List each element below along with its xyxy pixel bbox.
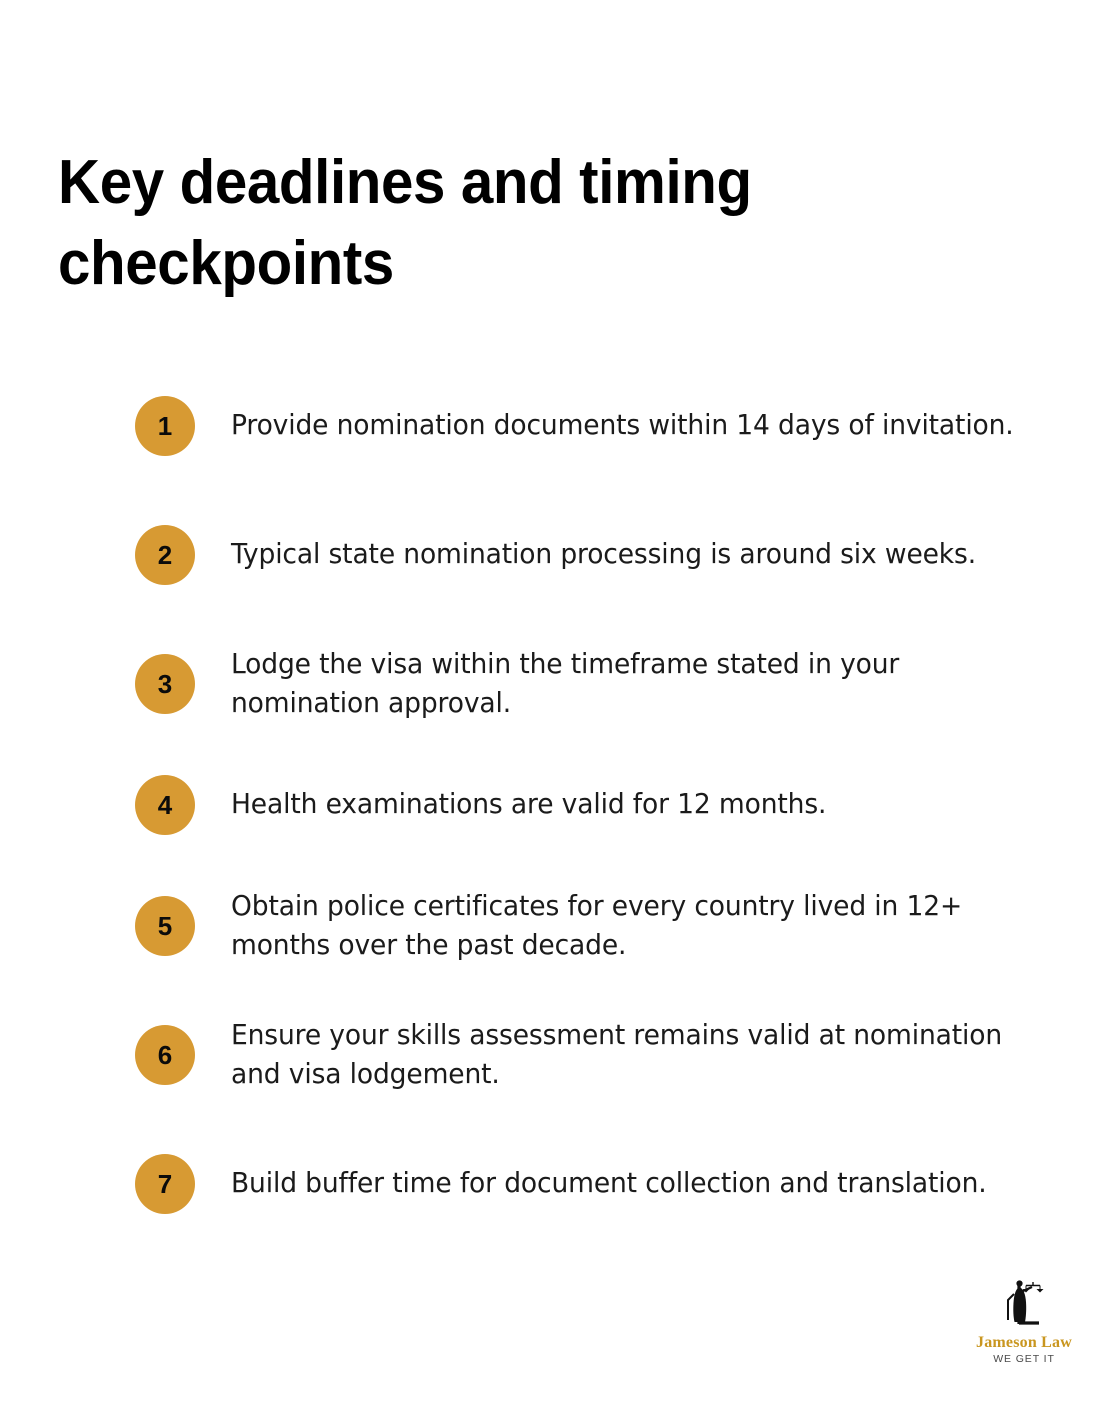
list-item	[135, 757, 1065, 853]
list-item	[135, 999, 1065, 1111]
step-number-badge: 6	[135, 1025, 195, 1085]
page-title: Key deadlines and timing checkpoints	[58, 147, 768, 299]
list-item-text: Obtain police certificates for every country lived in 12+ months over the past decade.	[231, 889, 963, 961]
list-item-text: Health examinations are valid for 12 months.	[231, 788, 827, 821]
step-number-badge: 5	[135, 896, 195, 956]
list-item	[135, 1128, 1065, 1240]
list-item-text: Build buffer time for document collection and translation.	[231, 1167, 987, 1200]
list-item	[135, 870, 1065, 982]
step-number-badge: 7	[135, 1154, 195, 1214]
step-number-badge: 4	[135, 775, 195, 835]
step-number-badge: 1	[135, 396, 195, 456]
checklist	[135, 370, 1065, 1240]
list-item-text: Typical state nomination processing is around six weeks.	[231, 538, 977, 571]
brand-logo	[964, 1276, 1084, 1364]
logo-name: Jameson Law	[976, 1333, 1072, 1351]
list-item	[135, 628, 1065, 740]
logo-tagline: WE GET IT	[993, 1352, 1055, 1365]
list-item-text: Lodge the visa within the timeframe stated in your nomination approval.	[231, 647, 900, 719]
list-item	[135, 499, 1065, 611]
step-number-badge: 2	[135, 525, 195, 585]
list-item-text: Ensure your skills assessment remains valid at nomination and visa lodgement.	[231, 1018, 1003, 1090]
lady-justice-scales-icon	[994, 1276, 1054, 1332]
step-number-badge: 3	[135, 654, 195, 714]
list-item-text: Provide nomination documents within 14 days of invitation.	[231, 409, 1014, 442]
list-item	[135, 370, 1065, 482]
